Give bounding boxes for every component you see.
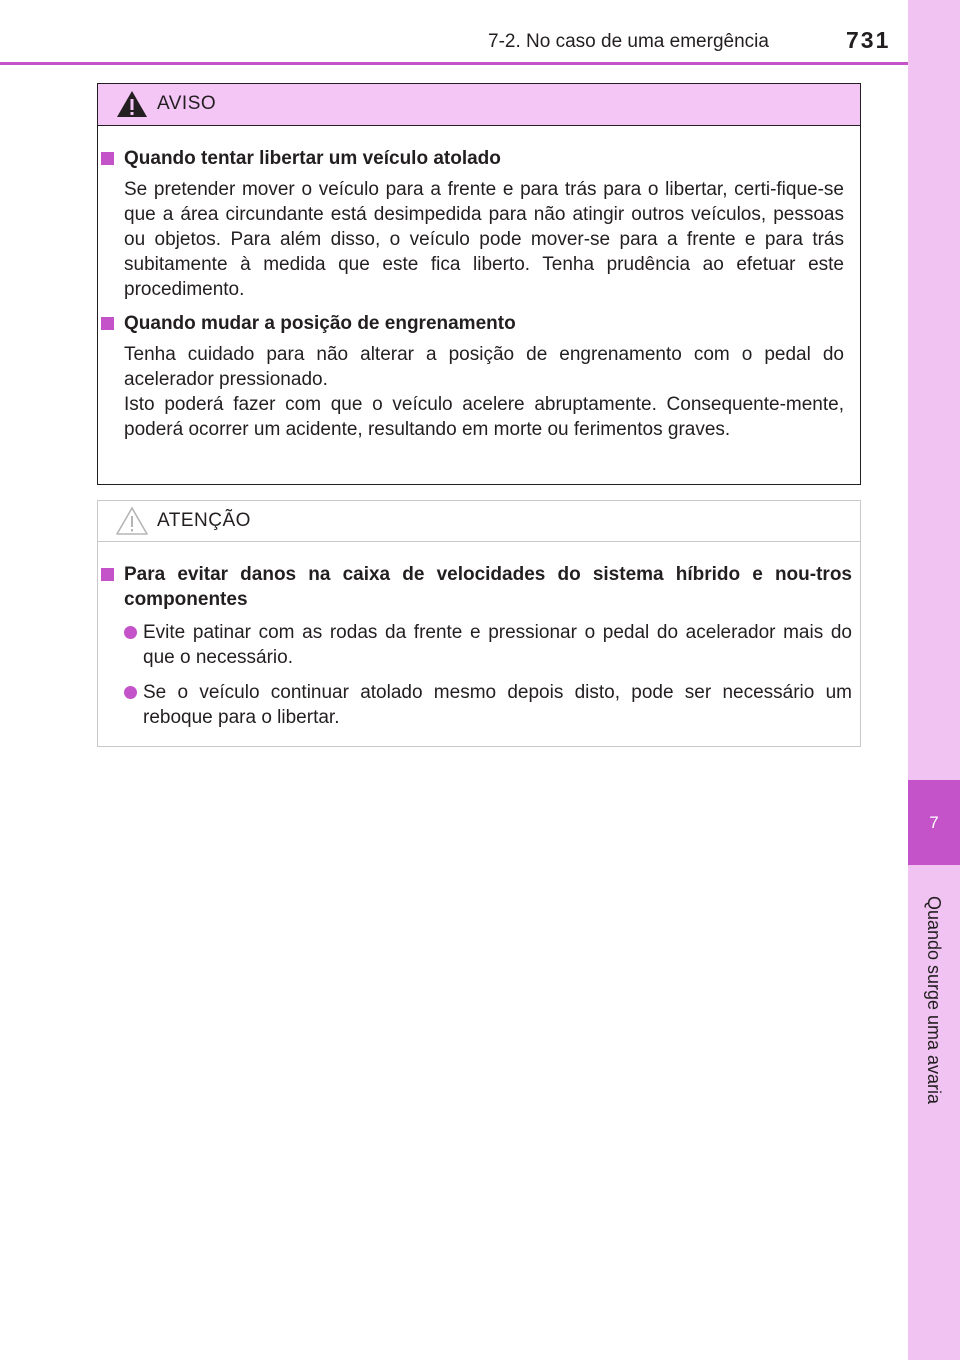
warning-triangle-filled-icon xyxy=(115,89,149,119)
list-item: Se o veículo continuar atolado mesmo depois disto, pode ser necessário um reboque para o libertar. xyxy=(124,680,852,730)
warning-triangle-outline-icon xyxy=(115,506,149,536)
chapter-title: Quando surge uma avaria xyxy=(924,895,944,1105)
caution-box xyxy=(97,500,861,747)
caution-box-title: ATENÇÃO xyxy=(157,510,251,531)
section-text: Tenha cuidado para não alterar a posição de engrenamento com o pedal do acelerador pressionado. xyxy=(124,344,844,390)
header-rule xyxy=(0,62,908,65)
section-heading: Para evitar danos na caixa de velocidades do sistema híbrido e nou-tros componentes xyxy=(124,562,852,612)
warning-box xyxy=(97,83,861,485)
section-text: Isto poderá fazer com que o veículo acelere abruptamente. Consequente-mente, poderá ocorrer um acidente, resultando em morte ou ferimentos graves. xyxy=(124,394,844,440)
warning-box-title: AVISO xyxy=(157,93,217,114)
warning-section xyxy=(124,311,844,442)
section-title: 7-2. No caso de uma emergência xyxy=(488,31,769,52)
square-bullet-icon xyxy=(101,152,114,165)
list-item: Evite patinar com as rodas da frente e pressionar o pedal do acelerador mais do que o necessário. xyxy=(124,620,852,670)
caution-box-header xyxy=(98,501,860,542)
square-bullet-icon xyxy=(101,317,114,330)
chapter-number: 7 xyxy=(908,780,960,865)
section-heading: Quando mudar a posição de engrenamento xyxy=(124,311,844,336)
round-bullet-icon xyxy=(124,686,137,699)
warning-box-header xyxy=(98,84,860,126)
caution-section xyxy=(124,562,852,730)
warning-section xyxy=(124,146,844,302)
section-text: Se pretender mover o veículo para a frente e para trás para o libertar, certi-fique-se que a área circundante está desimpedida para não atingir outros veículos, pessoas ou objetos. Para além disso, o veículo pode mover-se para a frente e para trás subitamente à medida que este fica liberto. Tenha prudência ao efetuar este procedimento. xyxy=(124,179,844,300)
section-heading: Quando tentar libertar um veículo atolado xyxy=(124,146,844,171)
square-bullet-icon xyxy=(101,568,114,581)
page-number: 731 xyxy=(846,27,891,53)
round-bullet-icon xyxy=(124,626,137,639)
